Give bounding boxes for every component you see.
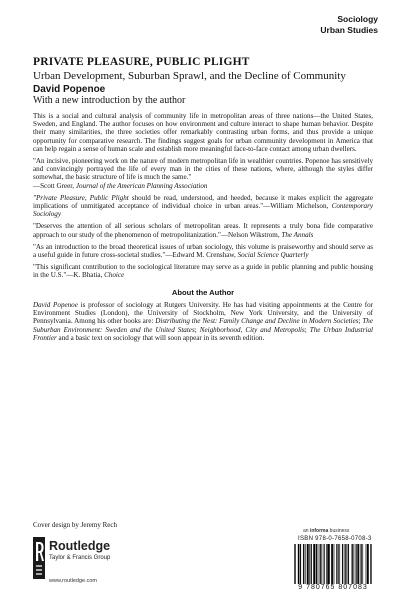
category-urban-studies: Urban Studies — [320, 25, 378, 35]
barcode-bar — [303, 544, 304, 584]
book-title: PRIVATE PLEASURE, PUBLIC PLIGHT — [33, 56, 250, 68]
barcode-bars — [294, 544, 372, 584]
barcode-bar — [304, 544, 305, 584]
routledge-r-logo-icon — [33, 537, 45, 579]
barcode-bar — [367, 544, 368, 584]
separator: ; — [304, 325, 310, 334]
barcode-bar — [357, 544, 358, 584]
barcode-bar — [295, 544, 296, 584]
barcode-bar — [313, 544, 314, 584]
barcode-bar — [332, 544, 333, 584]
barcode-bar — [300, 544, 301, 584]
informa-suffix: business — [328, 528, 350, 534]
barcode-bar — [337, 544, 338, 584]
quote-source: The Annals — [281, 230, 314, 239]
barcode-bar — [345, 544, 346, 584]
barcode-bar — [361, 544, 362, 584]
about-text-part2: and a basic text on sociology that will soon appear in its seventh edition. — [56, 334, 265, 343]
barcode-digits: 9 780765 807083 — [298, 584, 368, 591]
author-name: David Popenoe — [33, 300, 78, 309]
barcode-bar — [334, 544, 335, 584]
barcode-bar — [359, 544, 360, 584]
intro-note: With a new introduction by the author — [33, 95, 186, 106]
barcode-bar — [355, 544, 356, 584]
quote-text: should be read, understood, and heeded, because it makes explicit the aggregate implications of unmitigated acceptance of individual choice in urban areas." — [33, 193, 373, 211]
barcode-bar — [320, 544, 321, 584]
barcode-bar — [348, 544, 349, 584]
subject-category — [320, 14, 378, 36]
barcode-bar — [307, 544, 308, 584]
review-quote-wikstrom — [33, 222, 373, 238]
barcode-bar — [300, 544, 301, 584]
barcode-bar — [370, 544, 371, 584]
barcode-bar — [346, 544, 347, 584]
quote-attribution: —K. Bhatia, — [66, 271, 105, 280]
quote-source: Contemporary Sociology — [33, 202, 373, 219]
cover-design-credit: Cover design by Jeremy Rech — [33, 521, 117, 529]
barcode-bar — [331, 544, 332, 584]
barcode-bar — [318, 544, 319, 584]
publisher-group-name: Taylor & Francis Group — [49, 555, 111, 561]
quote-source: Journal of the American Planning Association — [75, 181, 208, 190]
barcode-bar — [362, 544, 363, 584]
book-ref-1: Distributing the Nest: Family Change and Decline in Modern Societies — [155, 317, 359, 326]
barcode-bar — [348, 544, 349, 584]
barcode-bar — [329, 544, 330, 584]
separator: ; — [194, 325, 200, 334]
barcode-bar — [327, 544, 328, 584]
barcode-bar — [298, 544, 299, 584]
quote-text: "Deserves the attention of all serious scholars of metropolitan areas. It represents a truly bona fide comparative approach to our study of the phenomenon of metropolitanization." — [33, 222, 373, 239]
book-description: This is a social and cultural analysis of community life in metropolitan areas of three nations—the United States, Sweden, and England. The author focuses on how environment and culture interact to shape human behavior. Despite their many similarities, the three societies offer remarkably contrasting urban forms, and thus provide a unique opportunity for comparative research. The findings suggest goals for urban community development in America that can help regain a sense of human scale and establish more meaningful face-to-face contact among urban dwellers. — [33, 112, 373, 153]
barcode-bar — [342, 544, 343, 584]
barcode-bar — [316, 544, 317, 584]
book-author: David Popenoe — [33, 84, 106, 95]
barcode-bar — [345, 544, 346, 584]
barcode-bar — [307, 544, 308, 584]
barcode-bar — [336, 544, 337, 584]
barcode-bar — [339, 544, 340, 584]
back-cover-content — [33, 56, 373, 343]
isbn-number: ISBN 978-0-7658-0708-3 — [298, 536, 372, 542]
barcode-bar — [343, 544, 344, 584]
review-quote-bhatia — [33, 263, 373, 279]
book-ref-2: The Suburban Environment: Sweden and the United States — [33, 317, 373, 334]
barcode-bar — [311, 544, 312, 584]
barcode-bar — [326, 544, 327, 584]
barcode-bar — [352, 544, 353, 584]
about-author-text — [33, 301, 373, 343]
barcode-bar — [321, 544, 322, 584]
barcode-bar — [309, 544, 310, 584]
barcode-bar — [316, 544, 317, 584]
publisher-block — [33, 537, 143, 587]
barcode-bar — [311, 544, 312, 584]
barcode-bar — [329, 544, 330, 584]
review-quote-crenshaw — [33, 243, 373, 259]
barcode-bar — [324, 544, 325, 584]
informa-brand: informa — [309, 528, 329, 534]
informa-prefix: an — [303, 528, 310, 534]
barcode-bar — [294, 544, 295, 584]
review-quote-greer — [33, 157, 373, 190]
isbn-barcode — [292, 536, 374, 592]
category-sociology: Sociology — [337, 14, 378, 24]
quote-text: "This significant contribution to the sociological literature may serve as a guide in public planning and public housing in the U.S." — [33, 263, 373, 280]
quote-source: Choice — [104, 271, 125, 280]
barcode-bar — [371, 544, 372, 584]
barcode-bar — [298, 544, 299, 584]
barcode-bar — [352, 544, 353, 584]
barcode-bar — [320, 544, 321, 584]
barcode-bar — [358, 544, 359, 584]
quote-lead-title: "Private Pleasure, Public Plight — [33, 193, 129, 202]
about-text-part1: is professor of sociology at Rutgers University. He has had visiting appointments at the Centre for Environment Studies (London), the University of Stockholm, New York University, and the University of Pennsylvania. Among his other books are: — [33, 300, 373, 326]
quote-attribution: —William Michelson, — [263, 202, 332, 211]
barcode-bar — [360, 544, 361, 584]
barcode-bar — [353, 544, 354, 584]
about-author-heading: About the Author — [171, 287, 235, 297]
separator: ; — [358, 317, 363, 326]
barcode-bar — [308, 544, 309, 584]
quote-text: "An incisive, pioneering work on the nature of modern metropolitan life in wealthier countries. Popenoe has sensitively and convincingly portrayed the life of every man in the cities of these nations, where, although the styles differ somewhat, the basic structure of life is much the same." — [33, 157, 373, 182]
barcode-bar — [332, 544, 333, 584]
quote-text: "As an introduction to the broad theoretical issues of urban sociology, this volume is praiseworthy and should serve as a useful guide in future cross-societal studies." — [33, 242, 373, 260]
barcode-bar — [366, 544, 367, 584]
publisher-url[interactable]: www.routledge.com — [49, 578, 97, 584]
publisher-name: Routledge — [49, 539, 111, 553]
barcode-bar — [314, 544, 315, 584]
barcode-bar — [323, 544, 324, 584]
quote-attribution: —Nelson Wikstrom, — [220, 230, 282, 239]
informa-business-tag — [303, 528, 349, 534]
barcode-bar — [368, 544, 369, 584]
barcode-bar — [328, 544, 329, 584]
book-subtitle: Urban Development, Suburban Sprawl, and the Decline of Community — [33, 70, 346, 82]
barcode-bar — [314, 544, 315, 584]
barcode-bar — [338, 544, 339, 584]
book-ref-3: Neighborhood, City and Metropolis — [199, 325, 305, 334]
quote-source: Social Science Quarterly — [237, 251, 309, 260]
quote-attribution: —Scott Greer, — [33, 181, 76, 190]
review-quote-michelson — [33, 194, 373, 219]
quote-attribution: —Edward M. Crenshaw, — [165, 251, 238, 260]
barcode-bar — [305, 544, 306, 584]
barcode-bar — [356, 544, 357, 584]
barcode-bar — [368, 544, 369, 584]
book-ref-4: The Urban Industrial Frontier — [33, 325, 373, 343]
